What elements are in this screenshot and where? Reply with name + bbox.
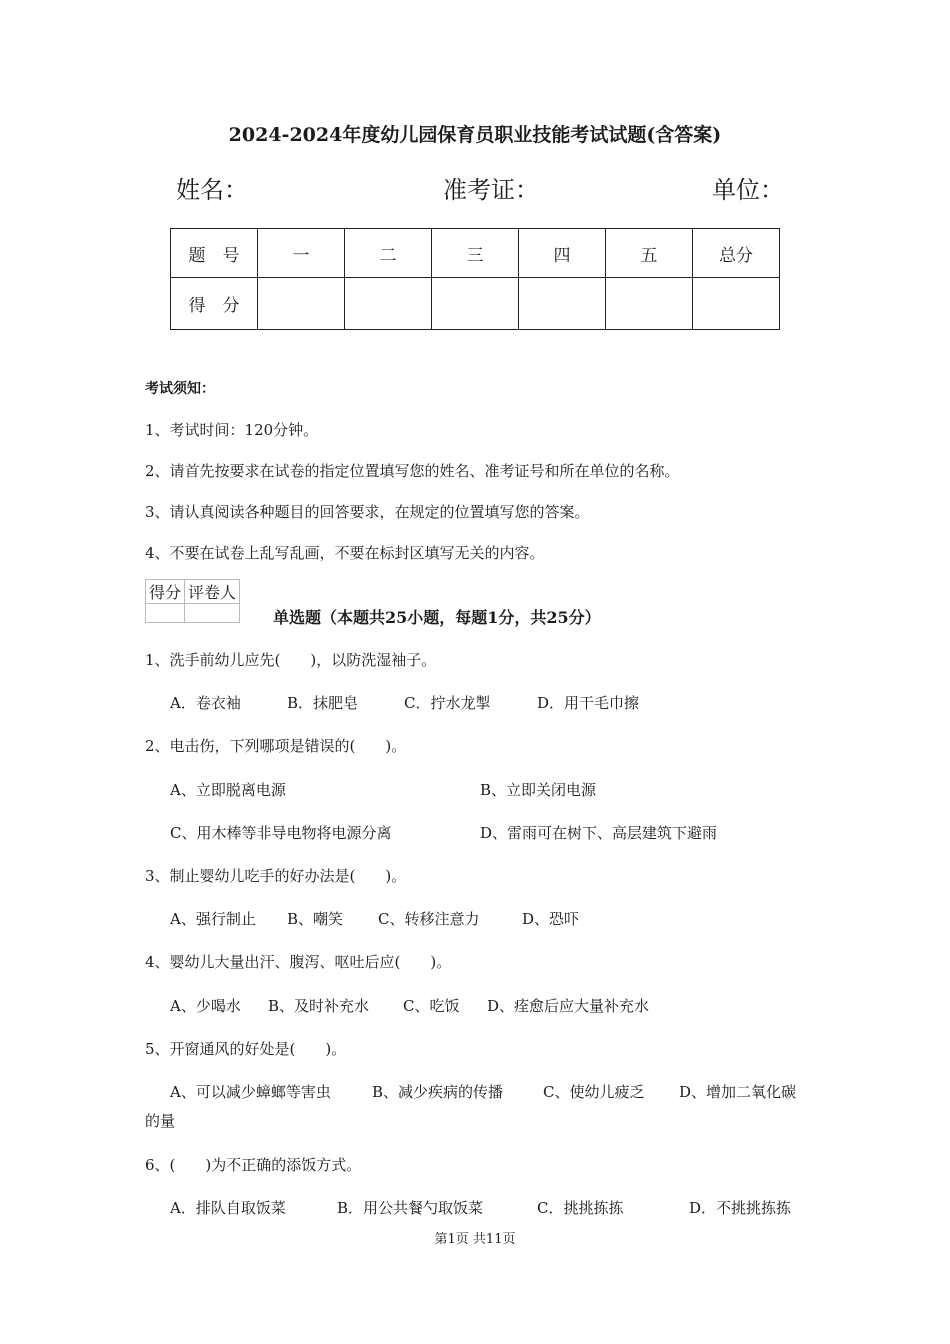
question-option: A、强行制止	[170, 910, 256, 928]
question-option: D．不挑挑拣拣	[689, 1199, 792, 1217]
question-option: A．卷衣袖	[170, 694, 241, 712]
score-table-score-row	[171, 278, 780, 330]
score-entry-cell	[432, 278, 519, 330]
score-entry-cell	[693, 278, 780, 330]
question-option: A、可以减少蟑螂等害虫	[170, 1083, 331, 1101]
question-option: A．排队自取饭菜	[170, 1199, 286, 1217]
score-table-cell: 五	[606, 229, 693, 278]
score-table-cell: 一	[258, 229, 345, 278]
notice-item: 4、不要在试卷上乱写乱画，不要在标封区填写无关的内容。	[145, 544, 545, 562]
question-option: C、转移注意力	[378, 910, 480, 928]
score-table-cell: 题 号	[171, 229, 258, 278]
score-entry-cell	[345, 278, 432, 330]
unit-field-label: 单位：	[712, 176, 784, 204]
question-option: A、立即脱离电源	[170, 781, 286, 799]
question-option: C．挑挑拣拣	[537, 1199, 624, 1217]
question-option: A、少喝水	[170, 997, 241, 1015]
grader-box	[145, 579, 240, 623]
notice-item: 2、请首先按要求在试卷的指定位置填写您的姓名、准考证号和所在单位的名称。	[145, 462, 680, 480]
grader-score-label: 得分	[146, 580, 185, 604]
score-table-cell: 得 分	[171, 278, 258, 330]
question-stem: 1、洗手前幼儿应先( )，以防洗湿袖子。	[145, 651, 437, 669]
score-entry-cell	[606, 278, 693, 330]
question-option: D、恐吓	[522, 910, 580, 928]
score-table-cell: 四	[519, 229, 606, 278]
notice-item: 1、考试时间：120分钟。	[145, 421, 319, 439]
question-option: B、嘲笑	[287, 910, 344, 928]
score-table-cell: 总分	[693, 229, 780, 278]
grader-name-label: 评卷人	[185, 580, 240, 604]
question-option: B、立即关闭电源	[480, 781, 597, 799]
name-field-label: 姓名：	[176, 176, 248, 204]
question-option-wrap: 的量	[145, 1112, 176, 1130]
question-option: C、使幼儿疲乏	[543, 1083, 645, 1101]
score-entry-cell	[258, 278, 345, 330]
notice-heading: 考试须知：	[145, 381, 215, 397]
question-stem: 4、婴幼儿大量出汗、腹泻、呕吐后应( )。	[145, 953, 452, 971]
grader-score-cell	[146, 604, 185, 623]
page-title: 2024-2024年度幼儿园保育员职业技能考试试题(含答案)	[228, 124, 722, 146]
score-table-cell: 三	[432, 229, 519, 278]
question-stem: 2、电击伤，下列哪项是错误的( )。	[145, 737, 407, 755]
question-option: C、吃饭	[403, 997, 460, 1015]
score-table-cell: 二	[345, 229, 432, 278]
score-entry-cell	[519, 278, 606, 330]
question-stem: 5、开窗通风的好处是( )。	[145, 1040, 347, 1058]
question-option: D、增加二氧化碳	[679, 1083, 797, 1101]
score-table-header-row	[171, 229, 780, 278]
score-table	[170, 228, 780, 330]
question-option: B．抹肥皂	[287, 694, 359, 712]
question-stem: 6、( )为不正确的添饭方式。	[145, 1156, 362, 1174]
grader-name-cell	[185, 604, 240, 623]
question-option: B、及时补充水	[268, 997, 370, 1015]
question-option: B、减少疾病的传播	[372, 1083, 504, 1101]
section-title: 单选题（本题共25小题，每题1分，共25分）	[273, 608, 601, 627]
notice-item: 3、请认真阅读各种题目的回答要求，在规定的位置填写您的答案。	[145, 503, 590, 521]
question-option: B．用公共餐勺取饭菜	[337, 1199, 484, 1217]
page-footer: 第1页 共11页	[434, 1232, 516, 1247]
question-option: C、用木棒等非导电物将电源分离	[170, 824, 392, 842]
question-option: D、痊愈后应大量补充水	[487, 997, 650, 1015]
question-stem: 3、制止婴幼儿吃手的好办法是( )。	[145, 867, 407, 885]
exam-id-field-label: 准考证：	[443, 176, 539, 204]
question-option: D．用干毛巾擦	[537, 694, 640, 712]
question-option: C．拧水龙掣	[404, 694, 491, 712]
question-option: D、雷雨可在树下、高层建筑下避雨	[480, 824, 718, 842]
